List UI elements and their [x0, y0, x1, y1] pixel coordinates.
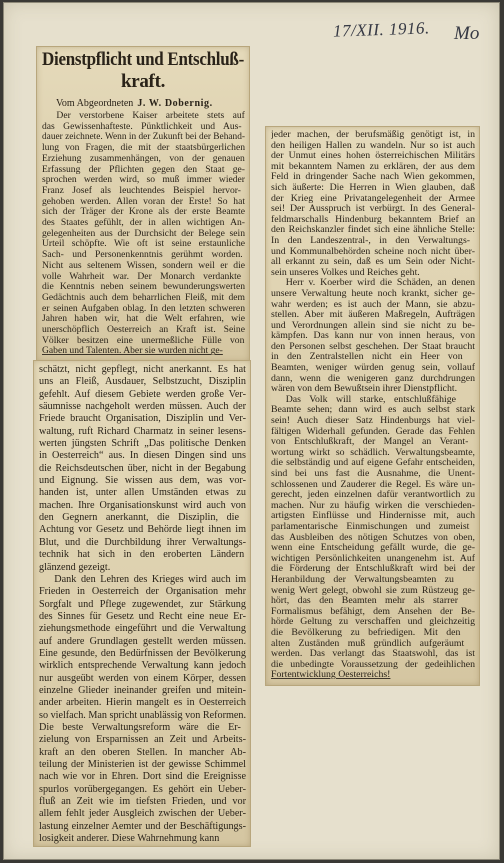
text-line: die Bevölkerung zu befriedigen. Mit den	[271, 627, 461, 638]
paragraph	[39, 574, 246, 846]
text-line: den Reichskanzler findet sich eine ähnliche Stelle:	[271, 225, 475, 236]
text-line: den Gegnern anerkannt, die Disziplin, die	[39, 512, 240, 524]
text-line: ander arbeiten. Hierin mangelt es in Oesterreich	[39, 697, 246, 709]
text-line: wirklich entsprechende Verwaltung kann jedoch	[39, 660, 246, 672]
text-line: allem fehlt jeder Ausgleich zwischen der Ueber-	[39, 808, 246, 820]
title-line	[42, 71, 244, 93]
text-line: gehoben werden. Allen voran der Erste! So hat	[42, 196, 245, 207]
text-line: wären von dem Bewußtsein ihrer Dienstpflicht.	[271, 384, 458, 395]
text-line: dauer zeichnete. Wenn in der Zukunft bei der Behand-	[42, 132, 245, 143]
text-line: Fortentwicklung Oesterreichs!	[271, 670, 391, 681]
text-line: Nicht aus seltenem Wissen, sondern weil er die	[42, 260, 245, 271]
text-line: sich der Träger der Krone als der erste Beamte	[42, 207, 245, 218]
text-line: auf andere Grundlagen gestellt werden müssen.	[39, 635, 246, 647]
byline	[56, 98, 244, 110]
text-line: teilung der Ministerien ist der gewisse Schimmel	[39, 759, 246, 770]
text-line: Urteil schöpfte. Wie oft ist seine erstaunliche	[42, 239, 245, 250]
text-line: lastung einzelner Aemter und der Beschäftigungs-	[39, 820, 246, 832]
paragraph	[39, 364, 246, 574]
text-line: schlossenen und Zauderer die Regel. Es wäre un-	[271, 479, 475, 490]
handwritten-date: 17/XII. 1916.	[332, 18, 430, 41]
text-line: wahr werden; es ist auch der Mann, sie abzu-	[271, 299, 475, 310]
article-title	[42, 49, 244, 93]
text-line: uns an Fleiß, Ausdauer, Selbstzucht, Disziplin	[39, 376, 246, 388]
text-line: er seinen Aufgaben oblag. In den letzten schweren	[42, 303, 245, 314]
text-line: werten jüngsten Schrift „Das politische Denken	[39, 438, 246, 450]
text-line: hörde Geltung zu verschaffen und gleichzeitig	[271, 617, 475, 628]
text-line: Sorgfalt und Pflege zugewendet, zur Stärkung	[39, 598, 246, 610]
text-line: in den Zentralstellen nicht ein Heer von	[271, 352, 463, 363]
text-line: Völker besitzen eine unermeßliche Fülle von	[42, 335, 245, 346]
text-line: In den Landeszentral-, in den Verwaltungs-	[271, 235, 471, 246]
article-body	[42, 111, 245, 357]
text-line: Gedächtnis auch dem beharrlichen Fleiß, mit dem	[42, 292, 245, 303]
text-line: Franz Josef als leuchtendes Beispiel hervor-	[42, 185, 241, 196]
text-line: Beamten, weniger würden genug sein, vollauf	[271, 363, 475, 374]
text-line: lung von Fragen, die mit der staatsbürgerlichen	[42, 143, 245, 154]
paragraph	[42, 111, 245, 357]
text-line: handen ist, unter allen Umständen etwas zu	[39, 487, 246, 499]
text-line: fluß an Zeit wie im tiefsten Frieden, und vor	[39, 796, 246, 808]
text-line: Die beste Verwaltungsreform wäre die Er-	[39, 721, 241, 733]
text-line: Dank den Lehren des Krieges wird auch im	[54, 573, 246, 585]
text-line: Jahren haben wir, hat die Welt erfahren, wie	[42, 314, 245, 325]
text-line: Gaben und Talenten. Aber sie wurden nicht ge-	[42, 346, 223, 357]
handwritten-mark: Mo	[454, 23, 480, 44]
text-line: so vielfach. Man spricht unablässig von Reformen.	[39, 709, 246, 721]
text-line: Friede braucht Organisation, Disziplin und Ver-	[39, 413, 246, 425]
text-line: sich äußerte: Die Herren in Wien glauben, daß	[271, 182, 475, 193]
text-line: Erfassung der Pflichten gegen den Staat ge-	[42, 164, 245, 175]
text-line: Der verstorbene Kaiser arbeitete stets auf	[56, 111, 245, 121]
clipping-1	[36, 46, 250, 362]
text-line: sprochen werden wird, so muß immer wieder	[42, 175, 245, 186]
article-body	[39, 364, 246, 845]
text-line: säumnisse nachgeholt werden müssen. Auch der	[39, 401, 246, 413]
text-line: ziehungsmethode eingeführt und die Verwaltung	[39, 623, 246, 635]
byline-author: J. W. Dobernig.	[137, 98, 213, 109]
text-line: wichtigen Persönlichkeiten unangenehm ist. Auf	[271, 553, 475, 564]
text-line: Achtung vor Gesetz und Behörde liegt ihnen im	[39, 524, 246, 536]
text-line: in Oesterreich“ aus. In diesen Dingen sind uns	[39, 450, 246, 462]
article-body	[271, 130, 475, 681]
text-line: unsere Verwaltung heute noch krankt, sicher ge-	[271, 288, 475, 299]
text-line: spurlos vorübergegangen. Es gehört ein Ueber-	[39, 783, 246, 795]
text-line: gerecht, jeden einzelnen dafür verantwortlich zu	[271, 490, 475, 501]
text-line: waltung, ruft Richard Charmatz in seiner lesens-	[39, 425, 246, 437]
text-line: gefehlt. Auf diesem Gebiete werden große Ver-	[39, 388, 246, 400]
text-line: das Gewissenhafteste. Pünktlichkeit und Aus-	[42, 121, 242, 132]
text-line: Blut, und die Durchbildung ihrer Verwaltungs-	[39, 536, 246, 548]
text-line: schätzt, nicht gepflegt, nicht anerkannt. Es hat	[39, 364, 246, 375]
text-line: sein! Auch dieser Satz Hindenburgs hat viel-	[271, 416, 475, 427]
text-line: feldmarschalls Hindenburg bekanntem Brief an	[271, 214, 475, 225]
text-line: das Ausbleiben des nötigen Schutzes von oben,	[271, 532, 475, 543]
text-line: jeder machen, der berufsmäßig genötigt ist, in	[271, 130, 475, 140]
title-line-text: kraft.	[120, 71, 166, 92]
text-line: der Unmut eines hohen österreichischen Militärs	[271, 151, 475, 162]
text-line: kämpfen. Das kann nur von innen heraus, von	[271, 331, 475, 342]
text-line: stellen. Aber mit äußeren Maßregeln, Aufträgen	[271, 310, 475, 321]
text-line: Formalismus befähigt, dem Ansehen der Be-	[271, 606, 475, 617]
text-line: der Krieg eine Privatangelegenheit der Armee	[271, 193, 475, 204]
text-line: sind bei uns fast die Ausnahme, die Unent-	[271, 469, 475, 479]
text-line: und Kommunalbehörden scheine noch nicht über-	[271, 246, 475, 257]
text-line: kraft an den oberen Stellen. In mancher Ab-	[39, 746, 246, 758]
text-line: gelegenheiten aus der Durchsicht der Belege sein	[42, 228, 245, 239]
text-line: glänzend gezeigt.	[39, 561, 111, 573]
text-line: volle Wahrheit war. Der Monarch verdankte	[42, 271, 242, 282]
text-line: die Kenntnis neben seinem bewunderungswerten	[42, 282, 245, 293]
text-line: artigsten Einflüsse und Hindernisse mit, auch	[271, 511, 475, 522]
text-line: von Entschlußkraft, der Mangel an Verant-	[271, 437, 469, 448]
text-line: Heranbildung der Verwaltungsbeamten zu	[271, 574, 454, 585]
text-line: Das Volk will starke, entschlußfähige	[285, 394, 456, 405]
text-line: losigkeit anderer. Diese Wahrnehmung kann	[39, 833, 220, 845]
paragraph	[271, 278, 475, 395]
clipping-2	[33, 360, 251, 847]
text-line: einzelne Glieder ineinander greifen und mitein-	[39, 684, 246, 696]
text-line: wortung wirkt so schädlich. Verwaltungsbeamte,	[271, 447, 475, 458]
paragraph	[271, 130, 475, 278]
text-line: unerschöpflich Oesterreich an Kraft ist. Seine	[42, 325, 245, 336]
text-line: machen. Nur zu häufig wirken die verschieden-	[271, 500, 475, 511]
text-line: alten Zuständen muß gründlich aufgeräumt	[271, 638, 465, 649]
text-line: machen. Ihre Organisationskunst wird auch von	[39, 499, 246, 511]
text-line: den Personen selbst geschehen. Der Staat braucht	[271, 341, 475, 352]
clipping-right	[265, 126, 480, 686]
text-line: dann, wenn die wenigeren ganz durchdrungen	[271, 373, 475, 384]
text-line: hört, das den Beamten mehr als starrer	[271, 596, 458, 607]
text-line: wenig Wert gelegt, obwohl sie zum Rüstzeug ge-	[271, 585, 475, 596]
text-line: Sach- und Personenkenntnis gerühmt worden.	[42, 250, 243, 261]
text-line: die unbedingte Voraussetzung der gedeihlichen	[271, 659, 475, 670]
archive-sheet	[3, 2, 500, 860]
text-line: sein unseres Volkes und Reiches geht.	[271, 267, 420, 278]
text-line: zielung von Ersparnissen an Zeit und Arbeits-	[39, 734, 246, 746]
text-line: sei! Der Ausspruch ist verbürgt. In des General-	[271, 204, 475, 215]
text-line: die Reichsdeutschen über, nicht in der Begabung	[39, 462, 246, 474]
text-line: Erziehung zusammenhängen, von der genauen	[42, 153, 245, 164]
text-line: nur ausgeübt werden von einem Körper, dessen	[39, 672, 246, 684]
text-line: Feld in dringender Sache nach Wien gekommen,	[271, 172, 475, 183]
text-line: Frieden in Oesterreich der Organisation mehr	[39, 586, 246, 598]
text-line: werden. Das verlangt das Staatswohl, das ist	[271, 649, 475, 660]
text-line: Beamte sehen; dann wird es auch selbst stark	[271, 405, 475, 416]
text-line: des Staates gefühlt, der in allen wichtigen An-	[42, 218, 245, 229]
text-line: all erkannt zu sein, daß es um Sein oder Nicht-	[271, 257, 475, 268]
text-line: wenn eine Entscheidung gefällt wurde, die ge-	[271, 543, 475, 554]
text-line: des Sinnes für Gesetz und Recht eine neue Er-	[39, 610, 246, 622]
text-line: die selbständig und auf eigene Gefahr entscheiden,	[271, 458, 475, 469]
title-line	[42, 49, 244, 71]
text-line: und Eignung. Sie wissen aus dem, was vor-	[39, 475, 246, 487]
text-line: den heiligen Hallen zu wandeln. Nur so ist auch	[271, 140, 475, 151]
text-line: und Verordnungen allein sind sie nicht zu be-	[271, 320, 475, 331]
text-line: fältigen Widerhall gefunden. Gerade das Fehlen	[271, 426, 475, 437]
text-line: Eine gesunde, den Bedürfnissen der Bevölkerung	[39, 647, 246, 659]
text-line: nach wie vor in Ehren. Dort sind die Ereignisse	[39, 771, 246, 783]
text-line: parlamentarische Einmischungen und zumeist	[271, 521, 470, 532]
text-line: die Förderung der Entschlußkraft wird bei der	[271, 564, 475, 575]
text-line: Herr v. Koerber wird die Schäden, an denen	[285, 278, 475, 289]
text-line: technik hat sich in den eroberten Ländern	[39, 549, 245, 561]
byline-prefix: Vom Abgeordneten	[56, 98, 134, 109]
title-line-text: Dienstpflicht und Entschluß-	[42, 49, 244, 70]
paragraph	[271, 395, 475, 681]
text-line: mit bekanntem Namen zu erklären, der aus dem	[271, 161, 475, 172]
